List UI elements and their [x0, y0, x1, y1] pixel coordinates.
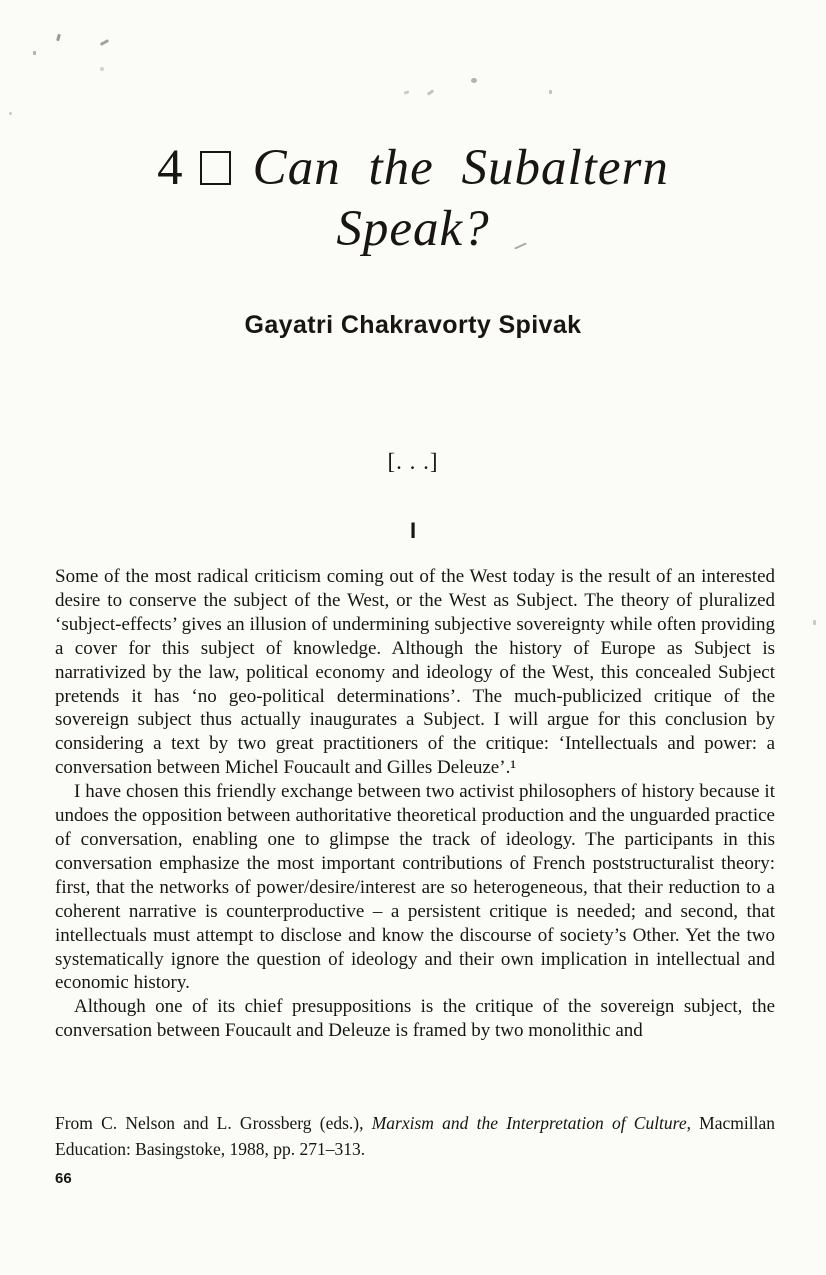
scan-speck	[549, 90, 552, 94]
scan-speck	[427, 89, 434, 95]
chapter-title-line1	[53, 138, 773, 199]
chapter-title-text-2: Speak?	[336, 201, 490, 257]
scan-speck	[33, 51, 36, 55]
paragraph-3: Although one of its chief presuppositions is the critique of the sovereign subject, the conversation between Foucault and Deleuze is framed by two monolithic and	[55, 996, 775, 1042]
author-name: Gayatri Chakravorty Spivak	[244, 311, 582, 339]
chapter-box-icon	[200, 151, 231, 185]
scan-speck	[100, 39, 109, 46]
source-note-book-title: Marxism and the Interpretation of Culture	[371, 1113, 687, 1133]
source-note-prefix: From C. Nelson and L. Grossberg (eds.),	[55, 1113, 372, 1133]
paragraph-2: I have chosen this friendly exchange between two activist philosophers of history because it undoes the opposition between authoritative theoretical production and the unguarded practice of conversation, enabling one to glimpse the track of ideology. The participants in this conversation emphasize the most important contributions of French poststructuralist theory: first, that the networks of power/desire/interest are so heterogeneous, that their reduction to a coherent narrative is counterproductive – a persistent critique is needed; and second, that intellectuals must attempt to disclose and know the discourse of society’s Other. Yet the two systematically ignore the question of ideology and their own implication in intellectual and economic history.	[55, 781, 775, 994]
scan-speck	[471, 78, 477, 83]
paragraph-1: Some of the most radical criticism coming out of the West today is the result of an interested desire to conserve the subject of the West, or the West as Subject. The theory of pluralized ‘subject-effects’ gives an illusion of undermining subjective sovereignty while often providing a cover for this subject of knowledge. Although the history of Europe as Subject is narrativized by the law, political economy and ideology of the West, this concealed Subject pretends it has ‘no geo-political determinations’. The much-publicized critique of the sovereign subject thus actually inaugurates a Subject. I will argue for this conclusion by considering a text by two great practitioners of the critique: ‘Intellectuals and power: a conversation between Michel Foucault and Gilles Deleuze’.¹	[55, 566, 775, 779]
source-note-suffix: , Macmillan Education: Basingstoke, 1988, pp. 271–313.	[55, 1113, 775, 1159]
chapter-title-text-1: Can the Subaltern	[252, 140, 669, 196]
body-text	[55, 565, 775, 1043]
page-number: 66	[55, 1170, 72, 1187]
scan-speck	[404, 90, 410, 95]
scan-speck	[9, 112, 12, 115]
chapter-title	[53, 138, 773, 260]
scan-speck	[813, 620, 816, 625]
omission-marker: [. . .]	[387, 449, 439, 474]
source-note	[55, 1111, 775, 1162]
section-number: I	[409, 518, 417, 543]
scan-speck	[56, 34, 61, 42]
chapter-number: 4	[157, 140, 184, 196]
scan-speck	[100, 67, 104, 71]
